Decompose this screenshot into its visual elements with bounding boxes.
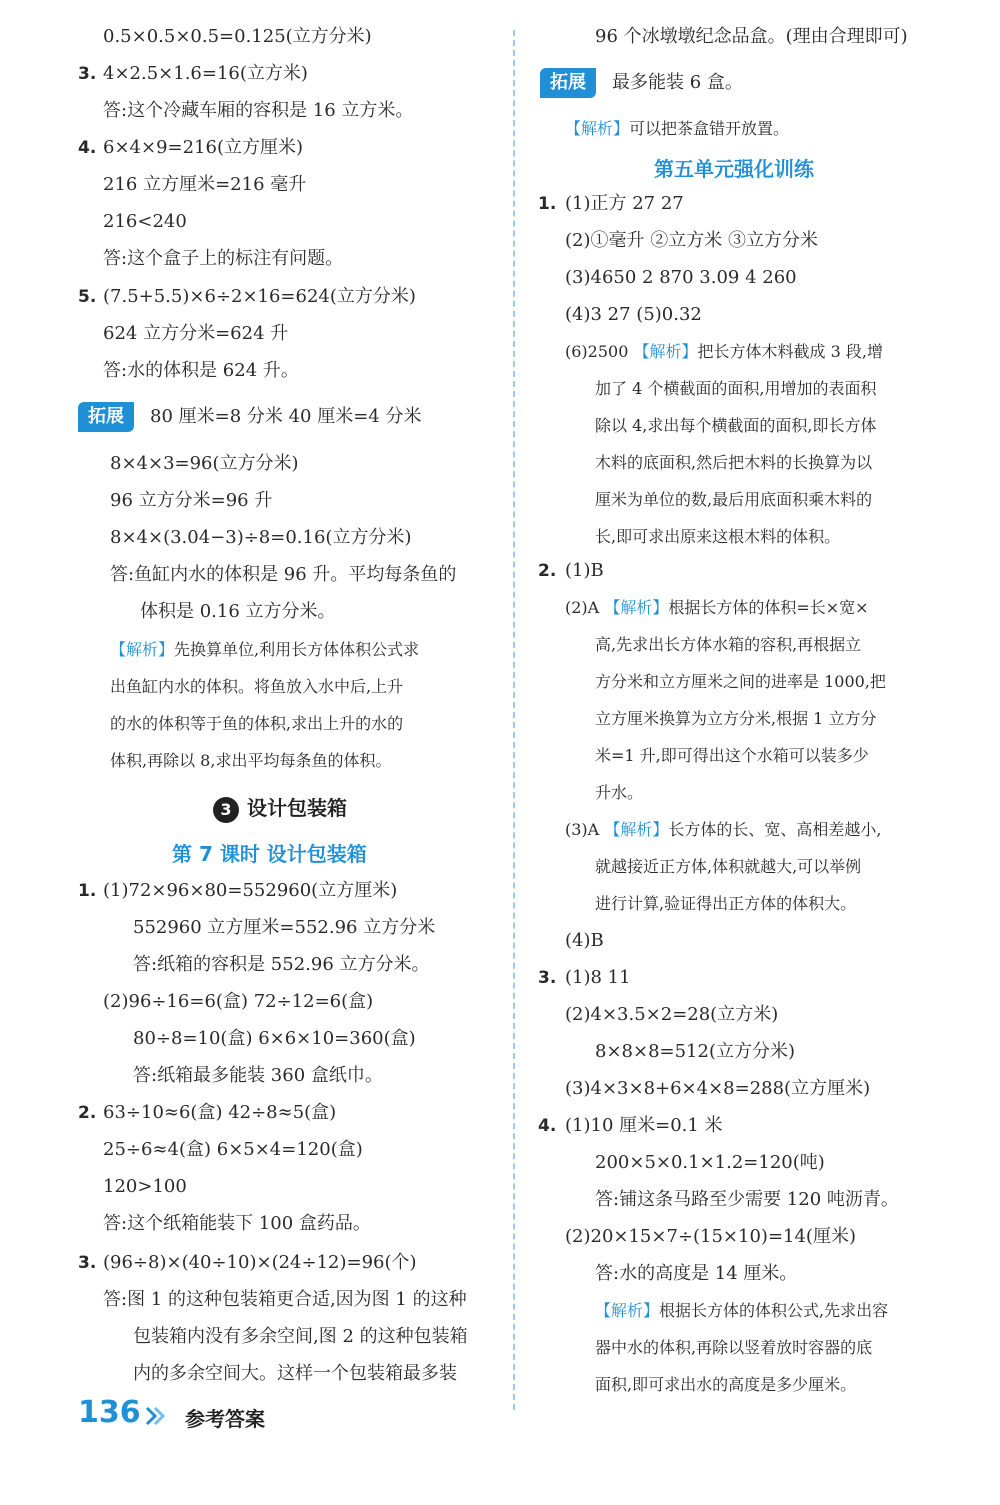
answer-line: 答:这个盒子上的标注有问题。 — [103, 248, 344, 269]
analysis-line: 体积,再除以 8,求出平均每条鱼的体积。 — [110, 751, 392, 770]
answer-line: (1)72×96×80=552960(立方厘米) — [103, 880, 398, 901]
analysis-line: 进行计算,验证得出正方体的体积大。 — [595, 894, 857, 913]
analysis-line: 面积,即可求出水的高度是多少厘米。 — [595, 1375, 857, 1394]
answer-line: 96 个冰墩墩纪念品盒。(理由合理即可) — [595, 26, 908, 47]
answer-line: 答:水的高度是 14 厘米。 — [595, 1263, 798, 1284]
answer-line: 96 立方分米=96 升 — [110, 490, 273, 511]
answer-line: 80 厘米=8 分米 40 厘米=4 分米 — [150, 406, 422, 427]
analysis-line: 【解析】根据长方体的体积公式,先求出容 — [595, 1301, 889, 1320]
answer-line: 6×4×9=216(立方厘米) — [103, 137, 304, 158]
answer-line: (2)96÷16=6(盒) 72÷12=6(盒) — [103, 991, 374, 1012]
answer-line: (96÷8)×(40÷10)×(24÷12)=96(个) — [103, 1252, 417, 1273]
analysis-tag: 【解析】 — [604, 598, 669, 617]
footer-label: 参考答案 — [185, 1407, 265, 1431]
analysis-line: 长,即可求出原来这根木料的体积。 — [595, 527, 841, 546]
answer-line: 80÷8=10(盒) 6×6×10=360(盒) — [133, 1028, 416, 1049]
answer-line: 552960 立方厘米=552.96 立方分米 — [133, 917, 436, 938]
answer-line: 答:这个冷藏车厢的容积是 16 立方米。 — [103, 100, 414, 121]
analysis-line: 厘米为单位的数,最后用底面积乘木料的 — [595, 490, 873, 509]
answer-line: (2)①毫升 ②立方米 ③立方分米 — [565, 230, 818, 251]
analysis-line: (3)A 【解析】长方体的长、宽、高相差越小, — [565, 820, 882, 839]
answer-line: (1)B — [565, 560, 604, 581]
question-number: 3. — [78, 64, 97, 84]
analysis-line: (6)2500 【解析】把长方体木料截成 3 段,增 — [565, 342, 883, 361]
answer-line: 答:纸箱最多能装 360 盒纸巾。 — [133, 1065, 383, 1086]
question-number: 3. — [538, 968, 557, 988]
analysis-line: 升水。 — [595, 783, 644, 802]
analysis-tag: 【解析】 — [604, 820, 669, 839]
answer-line: (2)20×15×7÷(15×10)=14(厘米) — [565, 1226, 856, 1247]
answer-line: 8×8×8=512(立方分米) — [595, 1041, 796, 1062]
analysis-line: 加了 4 个横截面的面积,用增加的表面积 — [595, 379, 877, 398]
answer-line: 包装箱内没有多余空间,图 2 的这种包装箱 — [133, 1326, 468, 1347]
answer-line: 200×5×0.1×1.2=120(吨) — [595, 1152, 825, 1173]
answer-line: 624 立方分米=624 升 — [103, 323, 289, 344]
answer-line: 答:鱼缸内水的体积是 96 升。平均每条鱼的 — [110, 564, 457, 585]
answer-line: (1)8 11 — [565, 967, 631, 988]
question-number: 4. — [538, 1116, 557, 1136]
double-chevron-right-icon — [145, 1406, 167, 1426]
extension-tag: 拓展 — [540, 68, 596, 98]
answer-line: (1)10 厘米=0.1 米 — [565, 1115, 723, 1136]
section-heading: 3 设计包装箱 — [213, 792, 347, 823]
analysis-line: 【解析】可以把茶盒错开放置。 — [565, 119, 790, 138]
lesson-title: 第 7 课时 设计包装箱 — [172, 842, 367, 866]
answer-line: (2)4×3.5×2=28(立方米) — [565, 1004, 779, 1025]
answer-line: (4)3 27 (5)0.32 — [565, 304, 702, 325]
answer-line: 25÷6≈4(盒) 6×5×4=120(盒) — [103, 1139, 363, 1160]
analysis-tag: 【解析】 — [565, 119, 630, 138]
question-number: 1. — [78, 881, 97, 901]
answer-line: (3)4650 2 870 3.09 4 260 — [565, 267, 797, 288]
section-number-badge: 3 — [213, 797, 239, 823]
analysis-line: 器中水的体积,再除以竖着放时容器的底 — [595, 1338, 873, 1357]
answer-line: (4)B — [565, 930, 604, 951]
analysis-line: 出鱼缸内水的体积。将鱼放入水中后,上升 — [110, 677, 404, 696]
extension-tag: 拓展 — [78, 402, 134, 432]
analysis-line: 高,先求出长方体水箱的容积,再根据立 — [595, 635, 862, 654]
answer-line: 内的多余空间大。这样一个包装箱最多装 — [133, 1363, 457, 1384]
analysis-line: 【解析】先换算单位,利用长方体体积公式求 — [110, 640, 420, 659]
page-number: 136 — [78, 1395, 141, 1430]
answer-line: 120>100 — [103, 1176, 187, 1197]
analysis-tag: 【解析】 — [595, 1301, 660, 1320]
answer-line: 63÷10≈6(盒) 42÷8≈5(盒) — [103, 1102, 337, 1123]
answer-line: 8×4×3=96(立方分米) — [110, 453, 299, 474]
column-divider — [513, 30, 515, 1410]
question-number: 3. — [78, 1253, 97, 1273]
unit-title: 第五单元强化训练 — [654, 157, 814, 181]
answer-line: 0.5×0.5×0.5=0.125(立方分米) — [103, 26, 372, 47]
analysis-line: 米=1 升,即可得出这个水箱可以装多少 — [595, 746, 869, 765]
answer-line: 体积是 0.16 立方分米。 — [140, 601, 336, 622]
analysis-line: 立方厘米换算为立方分米,根据 1 立方分 — [595, 709, 877, 728]
answer-line: 216 立方厘米=216 毫升 — [103, 174, 307, 195]
question-number: 1. — [538, 194, 557, 214]
answer-line: (7.5+5.5)×6÷2×16=624(立方分米) — [103, 286, 416, 307]
answer-line: 答:这个纸箱能装下 100 盒药品。 — [103, 1213, 371, 1234]
analysis-tag: 【解析】 — [633, 342, 698, 361]
answer-line: 4×2.5×1.6=16(立方米) — [103, 63, 308, 84]
analysis-tag: 【解析】 — [110, 640, 175, 659]
analysis-line: 的水的体积等于鱼的体积,求出上升的水的 — [110, 714, 404, 733]
analysis-line: 就越接近正方体,体积就越大,可以举例 — [595, 857, 862, 876]
answer-line: 答:铺这条马路至少需要 120 吨沥青。 — [595, 1189, 899, 1210]
analysis-line: 除以 4,求出每个横截面的面积,即长方体 — [595, 416, 877, 435]
question-number: 5. — [78, 287, 97, 307]
analysis-line: 木料的底面积,然后把木料的长换算为以 — [595, 453, 873, 472]
question-number: 2. — [78, 1103, 97, 1123]
answer-line: 216<240 — [103, 211, 187, 232]
answer-line: 答:纸箱的容积是 552.96 立方分米。 — [133, 954, 430, 975]
question-number: 4. — [78, 138, 97, 158]
answer-line: (3)4×3×8+6×4×8=288(立方厘米) — [565, 1078, 871, 1099]
analysis-line: (2)A 【解析】根据长方体的体积=长×宽× — [565, 598, 869, 617]
analysis-line: 方分米和立方厘米之间的进率是 1000,把 — [595, 672, 886, 691]
answer-line: (1)正方 27 27 — [565, 193, 684, 214]
question-number: 2. — [538, 561, 557, 581]
answer-line: 最多能装 6 盒。 — [612, 72, 743, 93]
answer-line: 8×4×(3.04−3)÷8=0.16(立方分米) — [110, 527, 412, 548]
answer-line: 答:水的体积是 624 升。 — [103, 360, 299, 381]
answer-line: 答:图 1 的这种包装箱更合适,因为图 1 的这种 — [103, 1289, 467, 1310]
